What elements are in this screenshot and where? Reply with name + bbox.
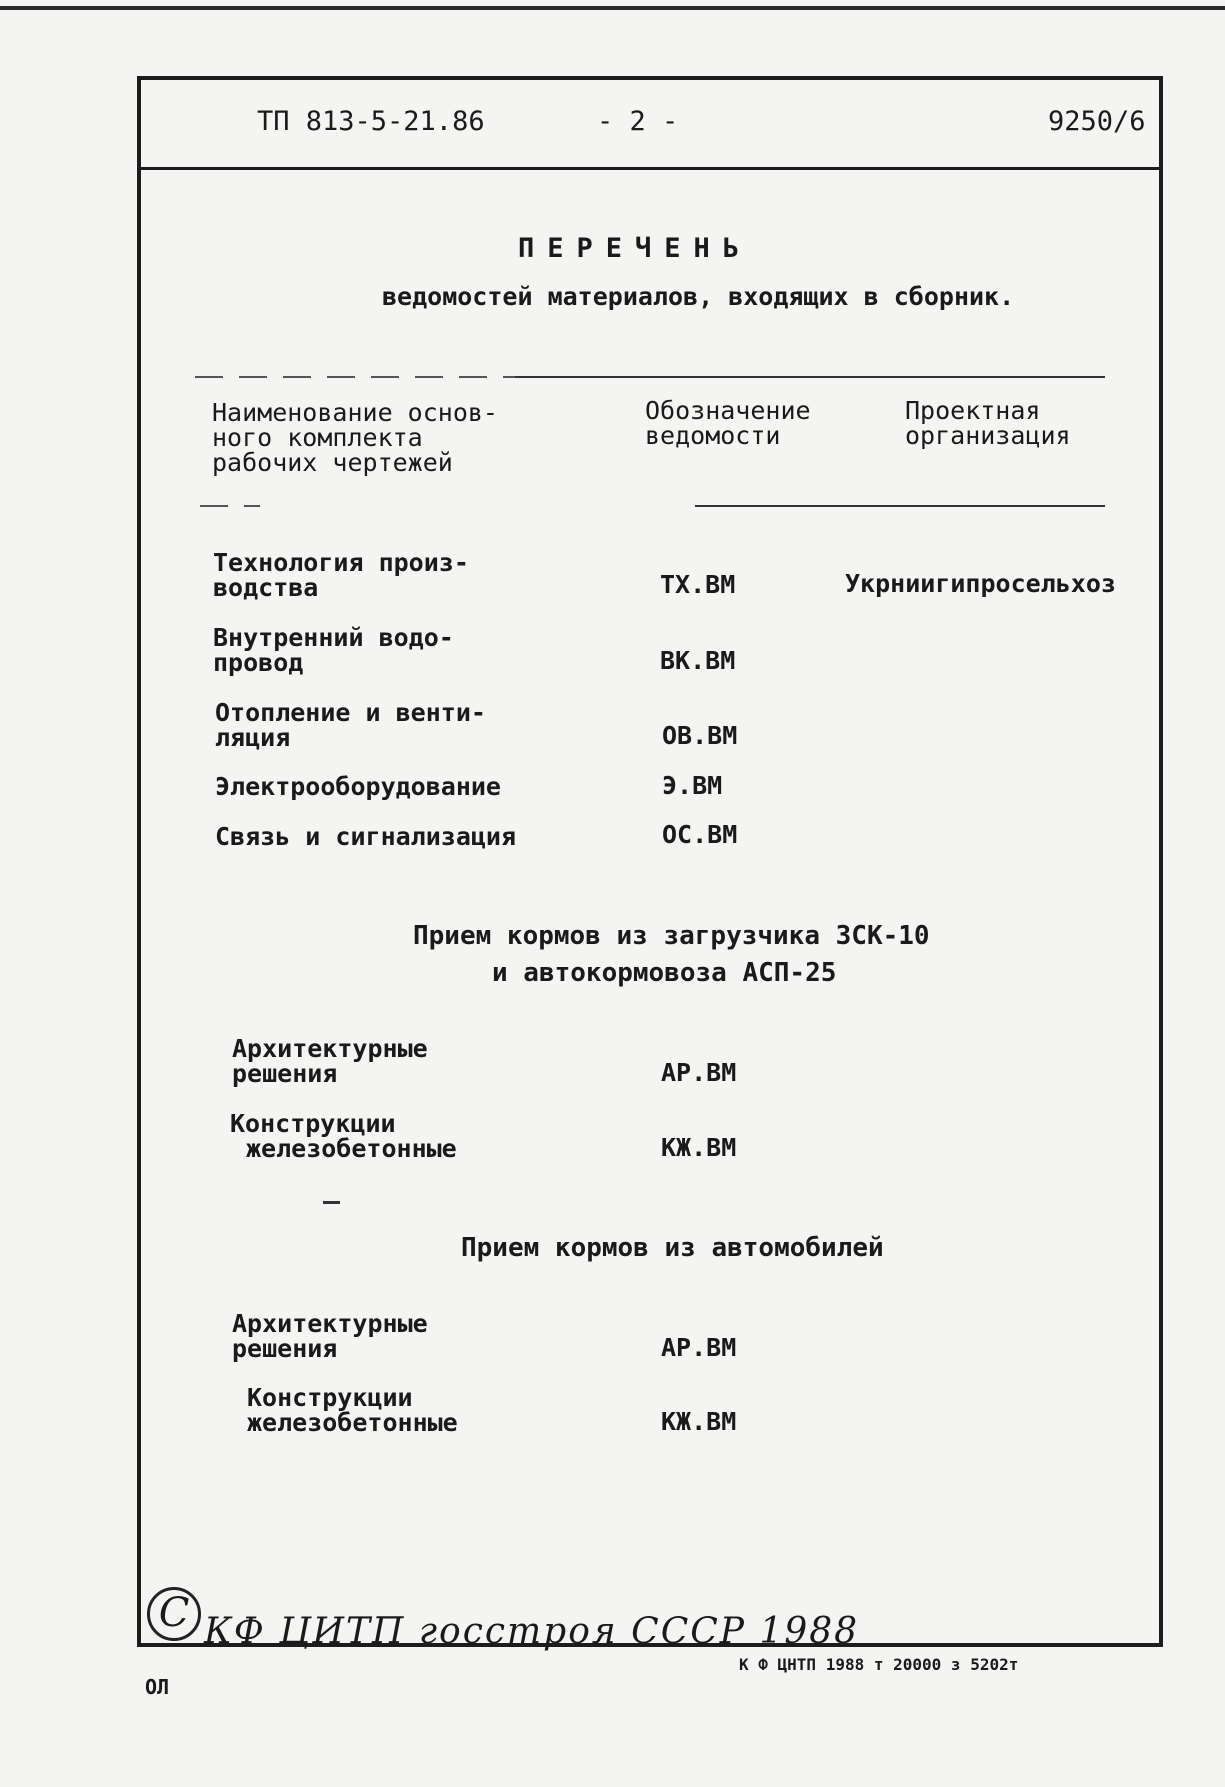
list-item-code: ОВ.ВМ bbox=[662, 721, 738, 750]
page-title: ПЕРЕЧЕНЬ bbox=[518, 233, 753, 264]
table-header-bottom-rule bbox=[695, 505, 1105, 507]
list-item-code: АР.ВМ bbox=[661, 1333, 737, 1362]
doc-code: ТП 813-5-21.86 bbox=[257, 106, 485, 137]
section-title: Прием кормов из автомобилей bbox=[461, 1233, 884, 1263]
list-item-code: ОС.ВМ bbox=[662, 820, 738, 849]
copyright-handwritten-text: КФ ЦИТП госстроя СССР 1988 bbox=[204, 1611, 860, 1652]
table-top-rule-dashed bbox=[195, 376, 515, 378]
column-header-organization: Проектная организация bbox=[905, 396, 1071, 450]
list-item-code: ТХ.ВМ bbox=[660, 570, 736, 599]
section-title: и автокормовоза АСП-25 bbox=[492, 958, 837, 988]
list-item-name: Связь и сигнализация bbox=[215, 822, 517, 851]
list-item-name: Архитектурные решения bbox=[232, 1309, 428, 1363]
list-item-name: Архитектурные решения bbox=[232, 1034, 428, 1088]
list-item-code: КЖ.ВМ bbox=[661, 1407, 737, 1436]
print-footer: К Ф ЦНТП 1988 т 20000 з 5202т bbox=[739, 1655, 1019, 1674]
list-item-name: Конструкции железобетонные bbox=[247, 1383, 458, 1437]
list-item-name: Отопление и венти- ляция bbox=[215, 698, 486, 752]
section-title: Прием кормов из загрузчика ЗСК-10 bbox=[413, 921, 930, 951]
list-item-name: Внутренний водо- провод bbox=[213, 623, 454, 677]
list-item-code: АР.ВМ bbox=[661, 1058, 737, 1087]
list-item-code: ВК.ВМ bbox=[660, 646, 736, 675]
page-number: - 2 - bbox=[597, 106, 679, 137]
top-edge-line bbox=[0, 6, 1225, 10]
archive-number: 9250/6 bbox=[1048, 106, 1146, 137]
column-header-code: Обозначение ведомости bbox=[645, 396, 811, 450]
list-item-organization: Укрниигипросельхоз bbox=[845, 569, 1116, 598]
list-item-name: Технология произ- водства bbox=[213, 548, 469, 602]
list-item-name: Электрооборудование bbox=[215, 772, 501, 801]
header-separator bbox=[137, 167, 1163, 170]
column-header-name: Наименование основ- ного комплекта рабочих чертежей bbox=[212, 398, 498, 477]
table-top-rule bbox=[515, 376, 1105, 378]
dash-mark bbox=[323, 1201, 340, 1204]
table-header-bottom-rule-dashed bbox=[200, 505, 260, 507]
list-item-code: КЖ.ВМ bbox=[661, 1133, 737, 1162]
page-subtitle: ведомостей материалов, входящих в сборник. bbox=[382, 282, 1015, 311]
list-item-name: Конструкции железобетонные bbox=[230, 1109, 457, 1163]
corner-mark: ОЛ bbox=[145, 1675, 170, 1699]
list-item-code: Э.ВМ bbox=[662, 771, 723, 800]
copyright-icon: С bbox=[147, 1587, 201, 1641]
